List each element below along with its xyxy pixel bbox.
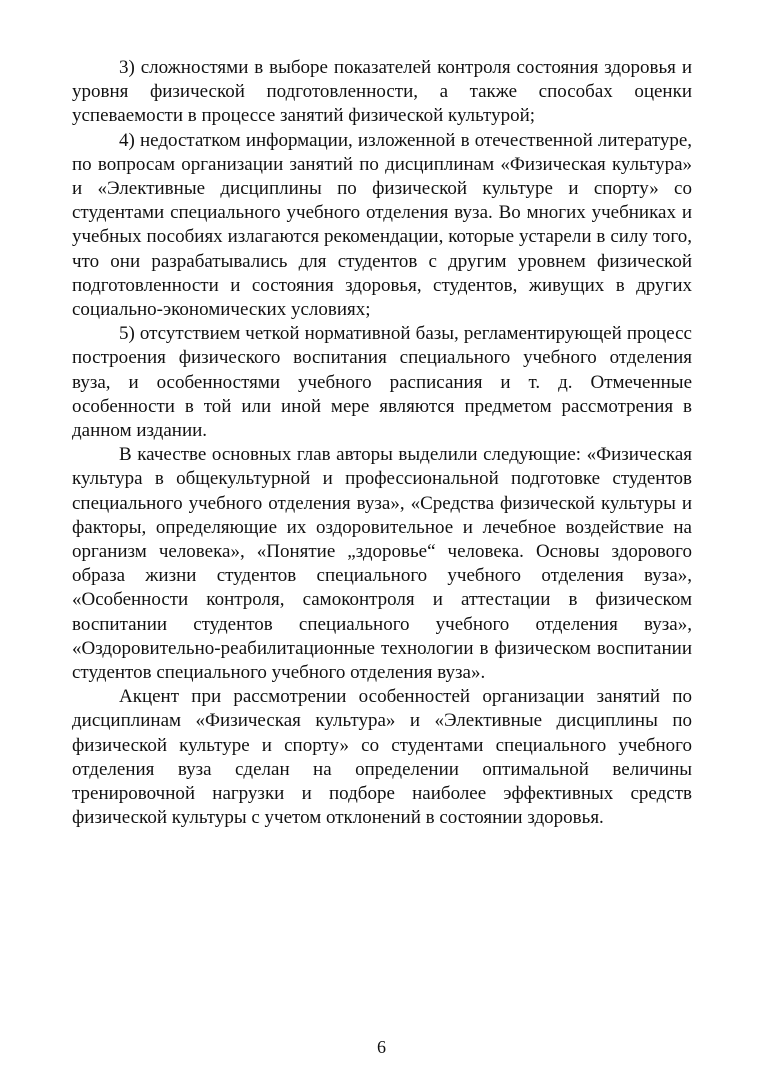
paragraph-item-3: 3) сложностями в выборе показателей контроля состояния здоровья и уровня физической подготовленности, а также способах оценки успеваемости в процессе занятий физической культурой; <box>72 57 692 127</box>
body-text <box>72 56 692 831</box>
page-number: 6 <box>377 1037 386 1057</box>
paragraph-item-4: 4) недостатком информации, изложенной в отечественной литературе, по вопросам организации занятий по дисциплинам «Физическая культура» и «Элективные дисциплины по физической культуре и спорту» со студентами специального учебного отделения вуза. Во многих учебниках и учебных пособиях излагаются рекомендации, которые устарели в силу того, что они разрабатывались для студентов с другим уровнем физической подготовленности и состояния здоровья, студентов, живущих в других социально-экономических условиях; <box>72 129 692 321</box>
paragraph-chapters: В качестве основных глав авторы выделили следующие: «Физическая культура в общекультурной и профессиональной подготовке студентов специального учебного отделения вуза», «Средства физической культуры и факторы, определяющие их оздоровительное и лечебное воздействие на организм человека», «Понятие „здоровье“ человека. Основы здорового образа жизни студентов специального учебного отделения вуза», «Особенности контроля, самоконтроля и аттестации в физическом воспитании студентов специального учебного отделения вуза», «Оздоровительно-реабилитационные технологии в физическом воспитании студентов специального учебного отделения вуза». <box>72 444 692 684</box>
paragraph-item-5: 5) отсутствием четкой нормативной базы, регламентирующей процесс построения физического воспитания специального учебного отделения вуза, и особенностями учебного расписания и т. д. Отмеченные особенности в той или иной мере являются предметом рассмотрения в данном издании. <box>72 323 692 442</box>
paragraph-emphasis: Акцент при рассмотрении особенностей организации занятий по дисциплинам «Физическая культура» и «Элективные дисциплины по физической культуре и спорту» со студентами специального учебного отделения вуза сделан на определении оптимальной величины тренировочной нагрузки и подборе наиболее эффективных средств физической культуры с учетом отклонений в состоянии здоровья. <box>72 686 692 829</box>
